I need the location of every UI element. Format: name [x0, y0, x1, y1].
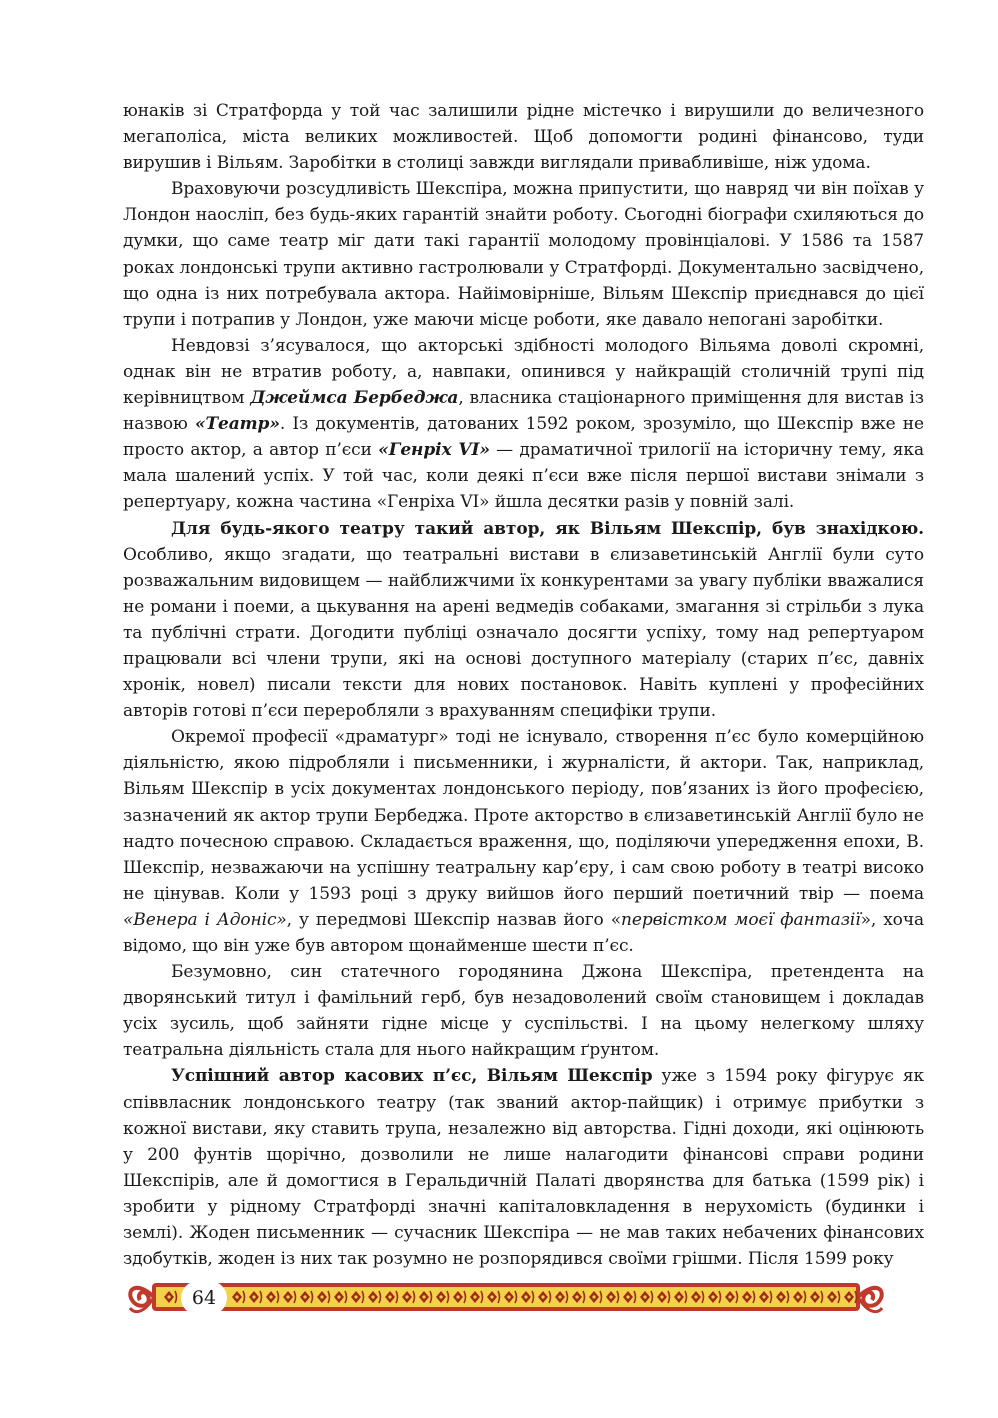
text-run: Невдовзі з’ясувалося, що акторські здібності молодого Вільяма доволі скромні, однак він не втратив роботу, а, навпаки, опинився у найкращій столичній трупі під керівництвом — [123, 335, 924, 409]
flower-ornament — [592, 1295, 595, 1298]
text-run: , власника стаціонарного приміщення для вистав із назвою — [123, 388, 924, 435]
flower-ornament — [405, 1295, 408, 1298]
text-run: уже з 1594 року фігурує як співвласник лондонського театру (так званий актор-пайщик) і отримує прибутки з кожної вистави, яку ставить трупа, незалежно від авторства. Гідні доходи, які оцінюють у 200 фунтів щорічно, дозволили не лише налагодити фінансові справи родини Шекспірів, але й домогтися в Геральдичній Палаті дворянства для батька (1599 рік) і зробити у рідному Стратфорді значні капіталовкладення в нерухомість (будинки і землі). Жоден письменник — сучасник Шекспіра — не мав таких небачених фінансових здобутків, жоден із них так розумно не розпорядився своїми грішми. Після 1599 року — [123, 1066, 924, 1270]
text-run: Окремої професії «драматург» тоді не існувало, створення п’єс було комерційною діяльністю, якою підробляли і письменники, і журналісти, й актори. Так, наприклад, Вільям Шекспір в усіх документах лондонського періоду, пов’язаних із його професією, зазначений як актор трупи Бербеджа. Проте акторство в єлизаветинській Англії було не надто почесною справою. Складається враження, що, поділяючи упередження епохи, В. Шекспір, незважаючи на успішну театральну кар’єру, і сам свою роботу в театрі високо не цінував. Коли у 1593 році з друку вийшов його перший поетичний твір — поема — [123, 727, 924, 904]
paragraph — [123, 959, 924, 1063]
flower-ornament — [490, 1295, 493, 1298]
paragraph — [123, 176, 924, 333]
emphasis-run: первістком моєї фантазії — [621, 909, 861, 930]
flower-ornament — [626, 1295, 629, 1298]
paragraph — [123, 98, 924, 176]
flower-ornament — [847, 1295, 850, 1298]
emphasis-run: «Генріх VI» — [378, 440, 490, 461]
flower-ornament — [371, 1295, 374, 1298]
paragraph — [123, 333, 924, 516]
text-run: », хоча відомо, що він уже був автором щонайменше шести п’єс. — [123, 909, 924, 956]
text-run: . Із документів, датованих 1592 роком, зрозуміло, що Шекспір вже не просто актор, а автор п’єси — [123, 414, 924, 461]
emphasis-run: Для будь-якого театру такий автор, як Вільям Шекспір, був знахідкою. — [171, 518, 924, 539]
flower-ornament — [541, 1295, 544, 1298]
flower-ornament — [456, 1295, 459, 1298]
flower-ornament — [609, 1295, 612, 1298]
flower-ornament — [354, 1295, 357, 1298]
emphasis-run: «Венера і Адоніс» — [123, 909, 287, 930]
text-run: , у передмові Шекспір назвав його « — [286, 909, 622, 930]
flower-ornament — [813, 1295, 816, 1298]
flower-ornament — [728, 1295, 731, 1298]
flower-ornament — [235, 1295, 238, 1298]
page-number: 64 — [181, 1281, 227, 1315]
emphasis-run: «Театр» — [194, 414, 280, 435]
flower-ornament — [320, 1295, 323, 1298]
decorative-footer-ornament — [124, 1276, 888, 1318]
flower-ornament — [796, 1295, 799, 1298]
flower-ornament — [422, 1295, 425, 1298]
flower-ornament — [694, 1295, 697, 1298]
flower-ornament — [711, 1295, 714, 1298]
flower-ornament — [762, 1295, 765, 1298]
flower-ornament — [303, 1295, 306, 1298]
flower-ornament — [337, 1295, 340, 1298]
flower-ornament — [558, 1295, 561, 1298]
text-run: Безумовно, син статечного городянина Джона Шекспіра, претендента на дворянський титул і фамільний герб, був незадоволений своїм становищем і докладав усіх зусиль, щоб зайняти гідне місце у суспільстві. І на цьому нелегкому шляху театральна діяльність стала для нього найкращим ґрунтом. — [123, 962, 924, 1061]
flower-ornament — [507, 1295, 510, 1298]
emphasis-run: Джеймса Бербеджа — [250, 388, 459, 409]
flower-ornament — [388, 1295, 391, 1298]
flower-ornament — [660, 1295, 663, 1298]
body-text — [123, 98, 924, 1272]
flower-ornament — [643, 1295, 646, 1298]
text-run: Враховуючи розсудливість Шекспіра, можна припустити, що навряд чи він поїхав у Лондон наосліп, без будь-яких гарантій знайти роботу. Сьогодні біографи схиляються до думки, що саме театр міг дати такі гарантії молодому провінціалові. У 1586 та 1587 роках лондонські трупи активно гастролювали у Стратфорді. Документально засвідчено, що одна із них потребувала актора. Найімовірніше, Вільям Шекспір приєднався до цієї трупи і потрапив у Лондон, уже маючи місце роботи, яке давало непогані заробітки. — [123, 179, 924, 330]
flower-ornament — [677, 1295, 680, 1298]
flower-ornament — [745, 1295, 748, 1298]
paragraph — [123, 516, 924, 725]
flower-ornament — [269, 1295, 272, 1298]
flower-ornament — [473, 1295, 476, 1298]
flower-ornament — [779, 1295, 782, 1298]
flower-ornament — [830, 1295, 833, 1298]
emphasis-run: Успішний автор касових п’єс, Вільям Шекспір — [171, 1066, 653, 1087]
text-run: — драматичної трилогії на історичну тему, яка мала шалений успіх. У той час, коли деякі п’єси вже після першої вистави знімали з репертуару, кожна частина «Генріха VI» йшла десятки разів у повній залі. — [123, 440, 924, 513]
flower-ornament — [575, 1295, 578, 1298]
flower-ornament — [252, 1295, 255, 1298]
paragraph — [123, 1063, 924, 1272]
flower-ornament — [439, 1295, 442, 1298]
flower-ornament — [286, 1295, 289, 1298]
flower-ornament — [524, 1295, 527, 1298]
paragraph — [123, 724, 924, 959]
text-run: Особливо, якщо згадати, що театральні вистави в єлизаветинській Англії були суто розважальним видовищем — найближчими їх конкурентами за увагу публіки вважалися не романи і поеми, а цькування на арені ведмедів собаками, змагання зі стрільби з лука та публічні страти. Догодити публіці означало досягти успіху, тому над репертуаром працювали всі члени трупи, які на основі доступного матеріалу (старих п’єс, давніх хронік, новел) писали тексти для нових постановок. Навіть куплені у професійних авторів готові п’єси переробляли з врахуванням специфіки трупи. — [123, 544, 924, 722]
flower-ornament — [167, 1295, 170, 1298]
text-run: юнаків зі Стратфорда у той час залишили рідне містечко і вирушили до величезного мегаполіса, міста великих можливостей. Щоб допомогти родині фінансово, туди вирушив і Вільям. Заробітки в столиці завжди виглядали привабливіше, ніж удома. — [123, 101, 924, 174]
